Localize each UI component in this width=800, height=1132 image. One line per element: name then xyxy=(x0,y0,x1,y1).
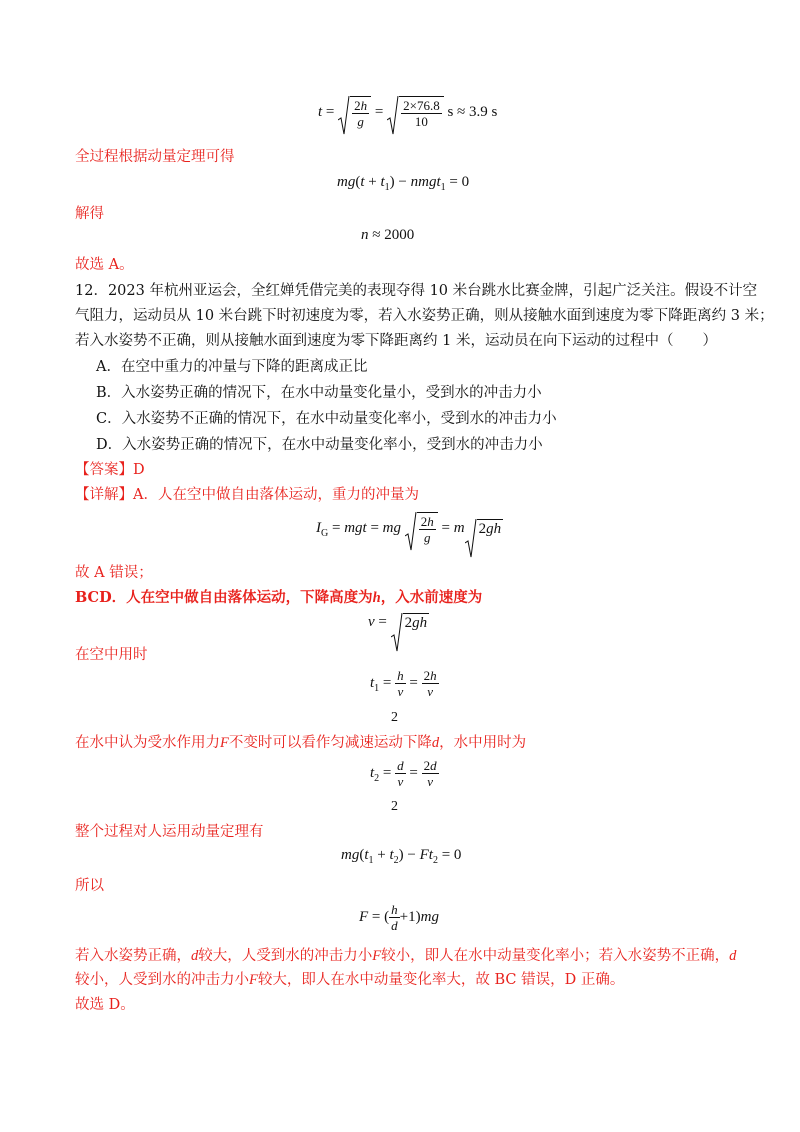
text-choose-d: 故选 D。 xyxy=(75,997,135,1013)
question-12-line-2: 气阻力，运动员从 10 米台跳下时初速度为零，若入水姿势正确，则从接触水面到速度为零下降距离约 3 米； xyxy=(75,308,774,324)
text-bcd-a: BCD．人在空中做自由落体运动，下降高度为 xyxy=(75,589,373,606)
detail-label: 【详解】A．人在空中做自由落体运动，重力的冲量为 xyxy=(75,487,419,503)
var-d: d xyxy=(729,948,737,964)
text-bcd-b: ，入水前速度为 xyxy=(380,589,483,606)
conclusion-1c: 较小，即人在水中动量变化率小；若入水姿势不正确， xyxy=(381,948,730,964)
option-d: D．入水姿势正确的情况下，在水中动量变化率小，受到水的冲击力小 xyxy=(96,437,543,453)
text-a-wrong: 故 A 错误； xyxy=(75,565,153,581)
equation-momentum-2: $mg(t_1 + t_2) - Ft_2 = 0$ xyxy=(341,847,462,866)
conclusion-line-2 xyxy=(75,970,624,990)
option-a: A．在空中重力的冲量与下降的距离成正比 xyxy=(96,359,368,375)
equation-fall-time: t = $\frac{2h}{g}$ = $\frac{2\times 76.8}{10}$ s ≈ 3.9 s xyxy=(318,96,497,129)
text-so: 所以 xyxy=(75,878,104,894)
equation-t1: $t_1$ = $\frac{h}{v}$ = $\frac{2h}{v}$ xyxy=(370,668,437,699)
text-choose-a: 故选 A。 xyxy=(75,257,134,273)
var-d: d xyxy=(431,735,440,751)
equation-n: n ≈ 2000 xyxy=(361,227,415,243)
equation-force: F = ( $\frac{h}{d}$ +1)mg xyxy=(359,902,439,933)
question-12-line-3: 若入水姿势不正确，则从接触水面到速度为零下降距离约 1 米，运动员在向下运动的过程中（ ） xyxy=(75,333,717,349)
var-F: F xyxy=(372,948,382,964)
var-F: F xyxy=(220,735,229,751)
text-momentum-theorem: 全过程根据动量定理可得 xyxy=(75,149,235,165)
conclusion-1a: 若入水姿势正确， xyxy=(75,948,191,964)
text-solve: 解得 xyxy=(75,206,104,222)
text-bcd xyxy=(75,588,482,608)
conclusion-1b: 较大，人受到水的冲击力小 xyxy=(198,948,373,964)
conclusion-line-1 xyxy=(75,946,736,966)
text-water-a: 在水中认为受水作用力 xyxy=(75,735,220,751)
text-air-time: 在空中用时 xyxy=(75,647,148,663)
text-whole-process: 整个过程对人运用动量定理有 xyxy=(75,824,264,840)
equation-t2: $t_2$ = $\frac{d}{v}$ = $\frac{2d}{v}$ xyxy=(370,758,437,789)
option-c: C．入水姿势不正确的情况下，在水中动量变化率小，受到水的冲击力小 xyxy=(96,411,557,427)
equation-t1-denominator: 2 xyxy=(391,710,398,725)
equation-momentum-1: $mg(t + t_1)$ − nmgt$_1$ = 0 xyxy=(337,174,470,193)
equation-impulse: $I_G$ = mgt = mg $\frac{2h}{g}$ = m 2gh xyxy=(316,512,503,545)
text-water-b: 不变时可以看作匀减速运动下降 xyxy=(228,735,432,751)
equation-velocity: v = 2gh xyxy=(368,613,429,632)
conclusion-2a: 较小，人受到水的冲击力小 xyxy=(75,972,249,988)
text-water xyxy=(75,733,526,753)
answer-label: 【答案】D xyxy=(75,462,145,478)
var-F: F xyxy=(249,972,258,988)
question-12-line-1: 12．2023 年杭州亚运会，全红婵凭借完美的表现夺得 10 米台跳水比赛金牌，引起广泛关注。假设不计空 xyxy=(75,283,758,299)
text-water-c: ，水中用时为 xyxy=(439,735,527,751)
var-h: h xyxy=(372,590,381,606)
var-d: d xyxy=(191,948,199,964)
conclusion-2b: 较大，即人在水中动量变化率大，故 BC 错误，D 正确。 xyxy=(257,972,625,988)
option-b: B．入水姿势正确的情况下，在水中动量变化量小，受到水的冲击力小 xyxy=(96,385,542,401)
equation-t2-denominator: 2 xyxy=(391,799,398,814)
